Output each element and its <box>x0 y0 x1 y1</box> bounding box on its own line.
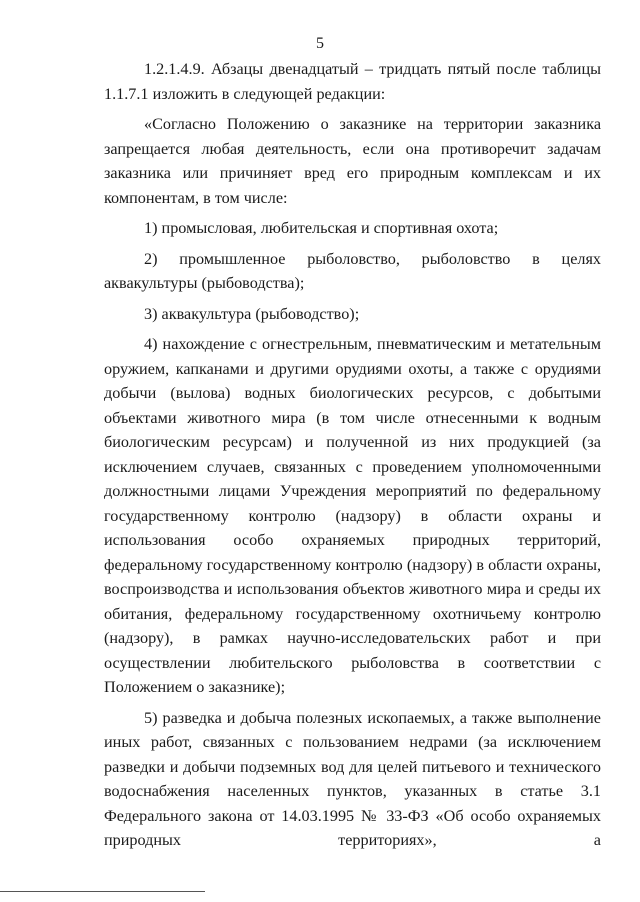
list-item-4: 4) нахождение с огнестрельным, пневматическим и метательным оружием, капканами и другими орудиями охоты, а также с орудиями добычи (вылова) водных биологических ресурсов, с добытыми объектами животного мира (в том числе отнесенными к водным биологическим ресурсам) и полученной из них продукцией (за исключением случаев, связанных с проведением уполномоченными должностными лицами Учреждения мероприятий по федеральному государственному контролю (надзору) в области охраны и использования особо охраняемых природных территорий, федеральному государственному контролю (надзору) в области охраны, воспроизводства и использования объектов животного мира и среды их обитания, федеральному государственному охотничьему контролю (надзору), в рамках научно-исследовательских работ и при осуществлении любительского рыболовства в соответствии с Положением о заказнике); <box>104 335 601 696</box>
document-body <box>104 57 601 853</box>
page-number: 5 <box>316 35 324 52</box>
list-item-1: 1) промысловая, любительская и спортивная охота; <box>144 219 499 237</box>
paragraph-prohibition-intro: «Согласно Положению о заказнике на территории заказника запрещается любая деятельность, если она противоречит задачам заказника или причиняет вред его природным комплексам и их компонентам, в том числе: <box>104 115 601 207</box>
list-item-2: 2) промышленное рыболовство, рыболовство в целях аквакультуры (рыбоводства); <box>104 249 601 292</box>
footer-rule <box>0 891 205 892</box>
paragraph-amendment-intro: 1.2.1.4.9. Абзацы двенадцатый – тридцать пятый после таблицы 1.1.7.1 изложить в следующей редакции: <box>104 60 601 103</box>
list-item-3: 3) аквакультура (рыбоводство); <box>144 304 360 323</box>
list-item-5: 5) разведка и добыча полезных ископаемых, а также выполнение иных работ, связанных с пользованием недрами (за исключением разведки и добычи подземных вод для целей питьевого и технического водоснабжения населенных пунктов, указанных в статье 3.1 Федерального закона от 14.03.1995 № 33-ФЗ «Об особо охраняемых природных территориях», а <box>104 708 601 849</box>
